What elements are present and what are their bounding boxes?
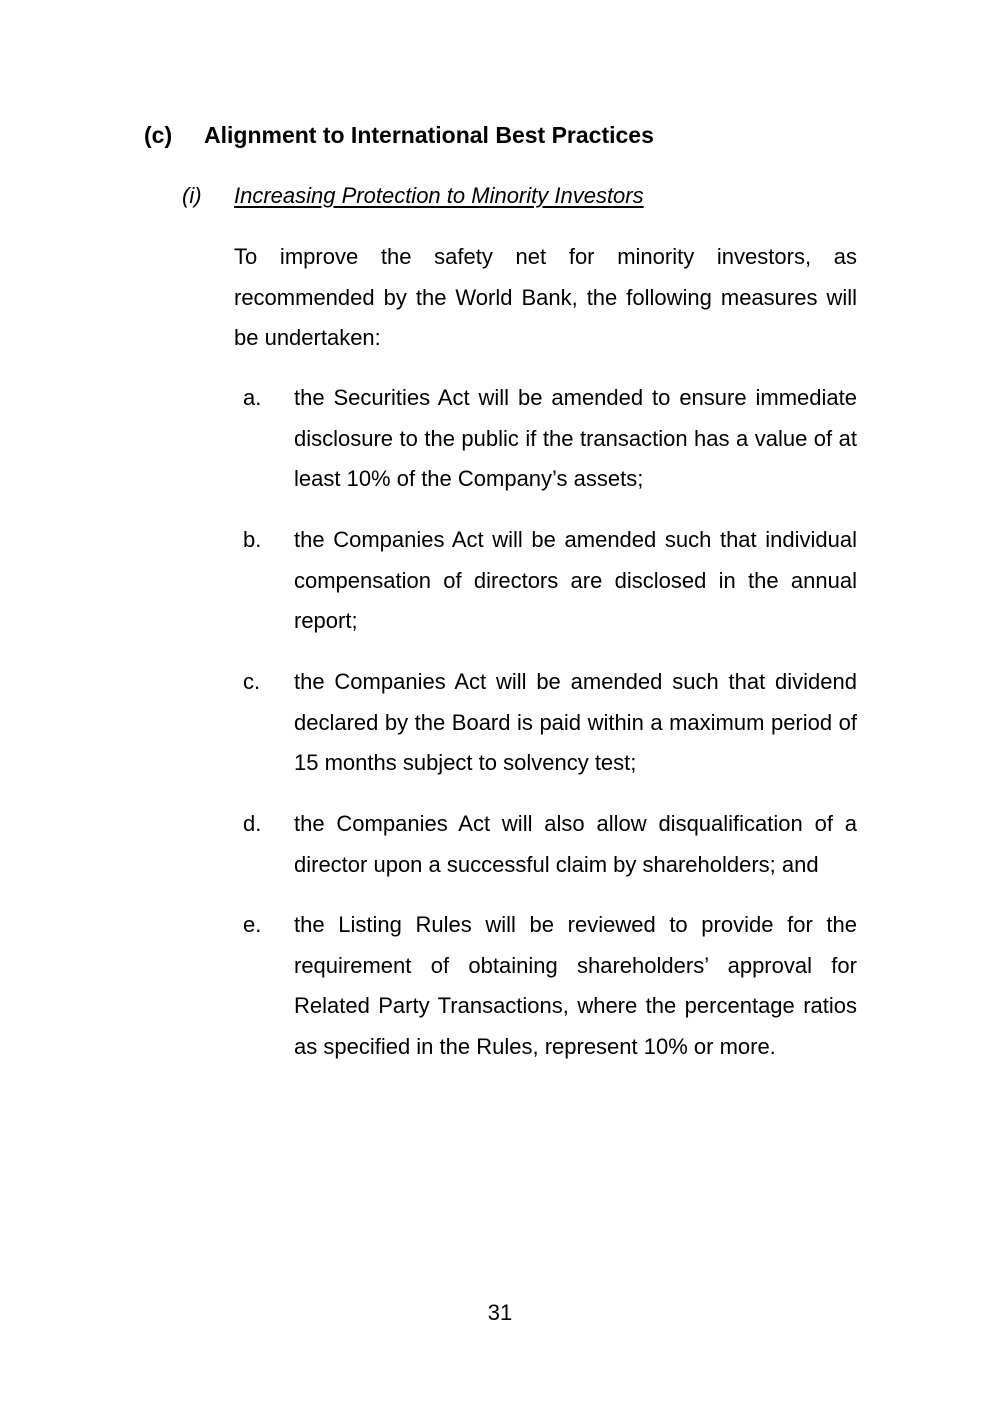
list-item-label: c.	[243, 669, 261, 694]
list-item-label: e.	[243, 912, 262, 937]
list-item-label: d.	[243, 811, 262, 836]
list-item-text: the Companies Act will be amended such that individual compensation of directors are disclosed in the annual report;	[294, 527, 857, 634]
intro-paragraph: To improve the safety net for minority investors, as recommended by the World Bank, the following measures will be undertaken:	[234, 244, 857, 351]
list-item-text: the Listing Rules will be reviewed to provide for the requirement of obtaining shareholders’ approval for Related Party Transactions, where the percentage ratios as specified in the Rules, represent 10% or more.	[294, 912, 857, 1059]
section-marker: (c)	[144, 122, 173, 148]
subsection-heading	[182, 179, 644, 213]
list-item-text: the Companies Act will be amended such that dividend declared by the Board is paid within a maximum period of 15 months subject to solvency test;	[294, 669, 857, 776]
list-item-text: the Securities Act will be amended to ensure immediate disclosure to the public if the transaction has a value of at least 10% of the Company’s assets;	[294, 385, 857, 492]
list-item	[234, 520, 857, 642]
subsection-marker: (i)	[182, 183, 202, 208]
list-item	[234, 378, 857, 500]
list-item-label: a.	[243, 385, 262, 410]
section-heading	[144, 118, 654, 152]
section-title: Alignment to International Best Practices	[204, 122, 654, 148]
list-item	[234, 804, 857, 885]
list-item-text: the Companies Act will also allow disqualification of a director upon a successful claim by shareholders; and	[294, 811, 857, 877]
list-item	[234, 662, 857, 784]
page-number: 31	[487, 1300, 513, 1325]
list-item-label: b.	[243, 527, 262, 552]
subsection-title: Increasing Protection to Minority Investors	[234, 183, 644, 208]
list-item	[234, 905, 857, 1067]
